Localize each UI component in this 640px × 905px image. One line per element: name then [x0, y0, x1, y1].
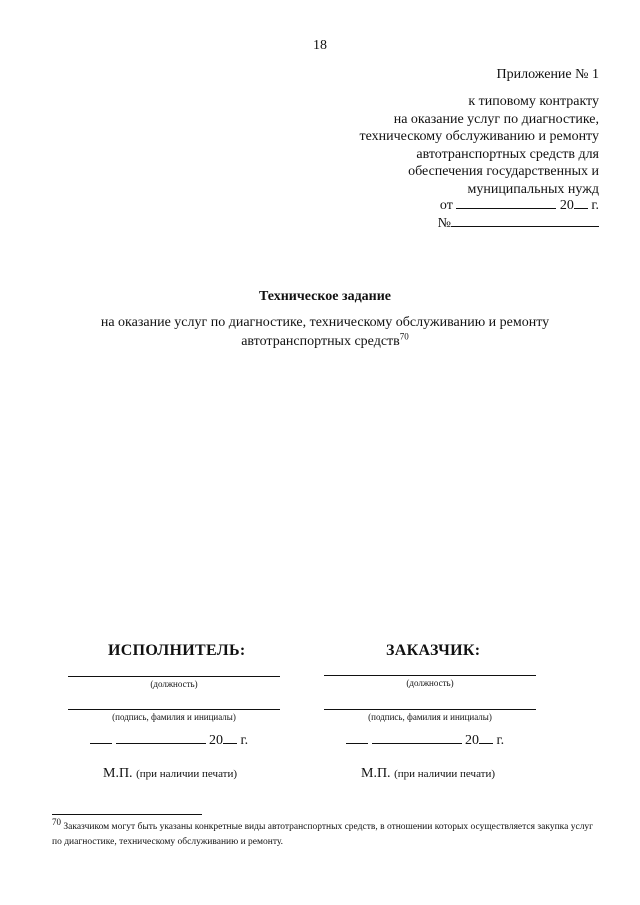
appendix-line: автотранспортных средств для	[416, 146, 599, 162]
customer-date	[346, 731, 504, 749]
footnote-text: Заказчиком могут быть указаны конкретные виды автотранспортных средств, в отношении которых осуществляется закупка услуг по диагностике, техническому обслуживанию и ремонту.	[52, 822, 594, 847]
date-suffix: г.	[496, 733, 505, 748]
customer-position-caption: (должность)	[406, 678, 454, 688]
year-blank[interactable]	[479, 731, 493, 744]
stamp-note: (при наличии печати)	[136, 768, 238, 780]
month-blank[interactable]	[372, 731, 462, 744]
date-suffix: г.	[240, 733, 249, 748]
month-blank[interactable]	[116, 731, 206, 744]
customer-label: ЗАКАЗЧИК:	[386, 642, 481, 659]
contractor-position-caption: (должность)	[150, 679, 198, 689]
appendix-line: на оказание услуг по диагностике,	[393, 111, 599, 127]
appendix-reference	[359, 93, 599, 198]
footnote	[52, 816, 600, 850]
appendix-date-line	[440, 196, 599, 214]
subtitle-line: на оказание услуг по диагностике, техническому обслуживанию и ремонту	[100, 315, 550, 330]
customer-position-line[interactable]	[324, 675, 536, 676]
number-label: №	[437, 216, 451, 231]
stamp-label: М.П.	[103, 766, 133, 781]
day-blank[interactable]	[90, 731, 112, 744]
year-blank[interactable]	[574, 196, 588, 209]
appendix-number-line	[438, 214, 599, 232]
date-prefix: от	[439, 198, 453, 213]
footnote-reference[interactable]: 70	[399, 331, 409, 342]
appendix-line: обеспечения государственных и	[408, 164, 599, 179]
customer-signature-caption: (подпись, фамилия и инициалы)	[368, 712, 492, 722]
contractor-signature-line[interactable]	[68, 709, 280, 710]
appendix-line: муниципальных нужд	[467, 181, 599, 197]
date-year: 20	[559, 198, 574, 213]
date-year: 20	[209, 733, 223, 748]
year-blank[interactable]	[223, 731, 237, 744]
number-blank[interactable]	[451, 214, 599, 227]
date-blank[interactable]	[456, 196, 556, 209]
document-title: Техническое задание	[258, 289, 391, 304]
footnote-divider	[52, 814, 202, 815]
appendix-line: техническому обслуживанию и ремонту	[359, 129, 599, 144]
appendix-line: к типовому контракту	[468, 94, 599, 109]
date-suffix: г.	[591, 198, 599, 213]
contractor-label: ИСПОЛНИТЕЛЬ:	[108, 642, 246, 659]
subtitle-text: автотранспортных средств	[241, 334, 400, 349]
date-year: 20	[465, 733, 479, 748]
contractor-signature-caption: (подпись, фамилия и инициалы)	[112, 712, 236, 722]
stamp-label: М.П.	[361, 766, 391, 781]
customer-signature-line[interactable]	[324, 709, 536, 710]
contractor-position-line[interactable]	[68, 676, 280, 677]
stamp-note: (при наличии печати)	[394, 768, 496, 780]
customer-stamp	[361, 766, 495, 782]
appendix-title: Приложение № 1	[496, 67, 599, 82]
footnote-marker: 70	[52, 816, 61, 827]
contractor-date	[90, 731, 248, 749]
contractor-stamp	[103, 766, 237, 782]
day-blank[interactable]	[346, 731, 368, 744]
page-number: 18	[313, 38, 327, 53]
document-subtitle	[0, 313, 640, 351]
subtitle-line	[0, 332, 640, 351]
